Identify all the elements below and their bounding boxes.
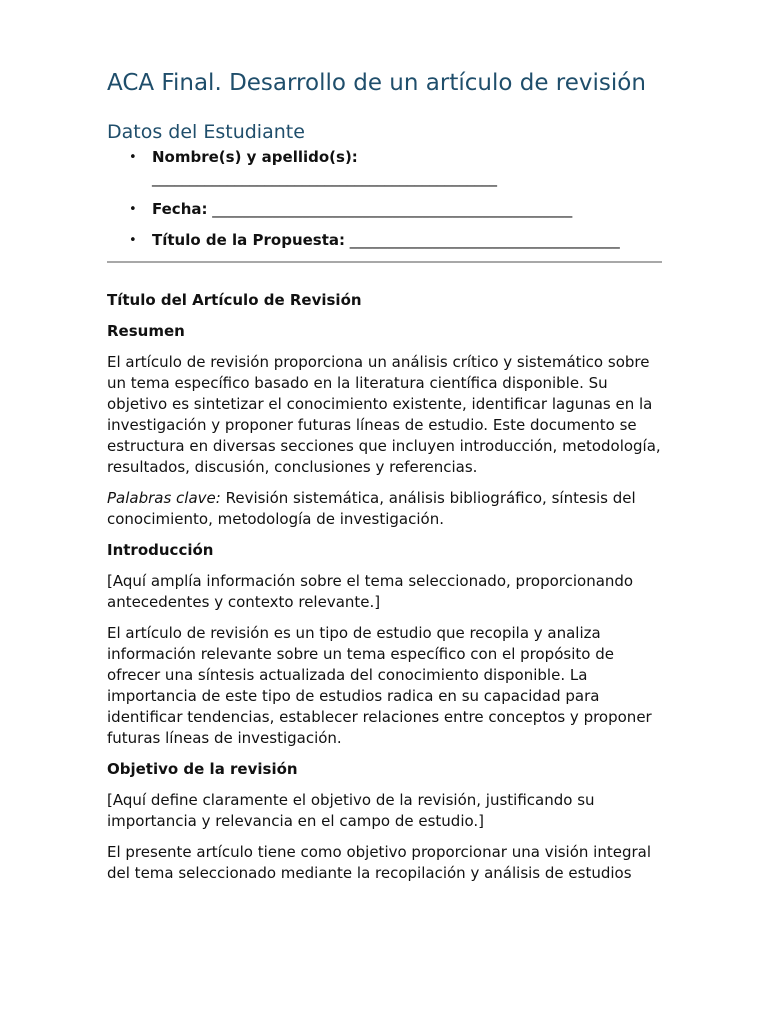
keywords-text: Revisión sistemática, análisis bibliográfico, síntesis del conocimiento, metodología de investigación. (107, 489, 636, 528)
student-data-heading: Datos del Estudiante (107, 121, 305, 143)
field-label: Título de la Propuesta: (152, 231, 346, 249)
introduccion-instruction: [Aquí amplía información sobre el tema seleccionado, proporcionando antecedentes y contexto relevante.] (107, 572, 634, 611)
article-title-heading: Título del Artículo de Revisión (107, 291, 362, 309)
introduccion-paragraph: El artículo de revisión es un tipo de estudio que recopila y analiza información relevante sobre un tema específico con el propósito de ofrecer una síntesis actualizada del conocimiento disponible. La importancia de este tipo de estudios radica en su capacidad para identificar tendencias, establecer relaciones entre conceptos y proponer futuras líneas de investigación. (107, 624, 652, 747)
student-fields-list (107, 147, 662, 251)
resumen-heading: Resumen (107, 322, 185, 340)
objetivo-paragraph: El presente artículo tiene como objetivo proporcionar una visión integral del tema seleccionado mediante la recopilación y análisis de estudios (107, 843, 652, 882)
section-divider (107, 261, 662, 263)
keywords-label: Palabras clave: (107, 489, 221, 507)
article-body (107, 290, 662, 884)
document-title: ACA Final. Desarrollo de un artículo de revisión (107, 70, 646, 96)
student-field-name (129, 147, 662, 189)
bullet-icon: • (129, 202, 137, 217)
student-field-date (129, 199, 662, 220)
bullet-icon: • (129, 233, 137, 248)
field-label: Nombre(s) y apellido(s): (152, 148, 358, 166)
field-label: Fecha: (152, 200, 208, 218)
document-page (107, 66, 662, 894)
keywords-paragraph (107, 488, 662, 530)
field-blank-line: ________________________________________________ (212, 200, 573, 218)
resumen-paragraph: El artículo de revisión proporciona un análisis crítico y sistemático sobre un tema específico basado en la literatura científica disponible. Su objetivo es sintetizar el conocimiento existente, identificar lagunas en la investigación y proponer futuras líneas de estudio. Este documento se estructura en diversas secciones que incluyen introducción, metodología, resultados, discusión, conclusiones y referencias. (107, 353, 661, 476)
objetivo-heading: Objetivo de la revisión (107, 760, 298, 778)
field-blank-line: ____________________________________ (349, 231, 620, 249)
student-field-proposal-title (129, 230, 662, 251)
objetivo-instruction: [Aquí define claramente el objetivo de la revisión, justificando su importancia y relevancia en el campo de estudio.] (107, 791, 595, 830)
bullet-icon: • (129, 150, 137, 165)
introduccion-heading: Introducción (107, 541, 214, 559)
field-blank-line: ______________________________________________ (152, 169, 497, 187)
